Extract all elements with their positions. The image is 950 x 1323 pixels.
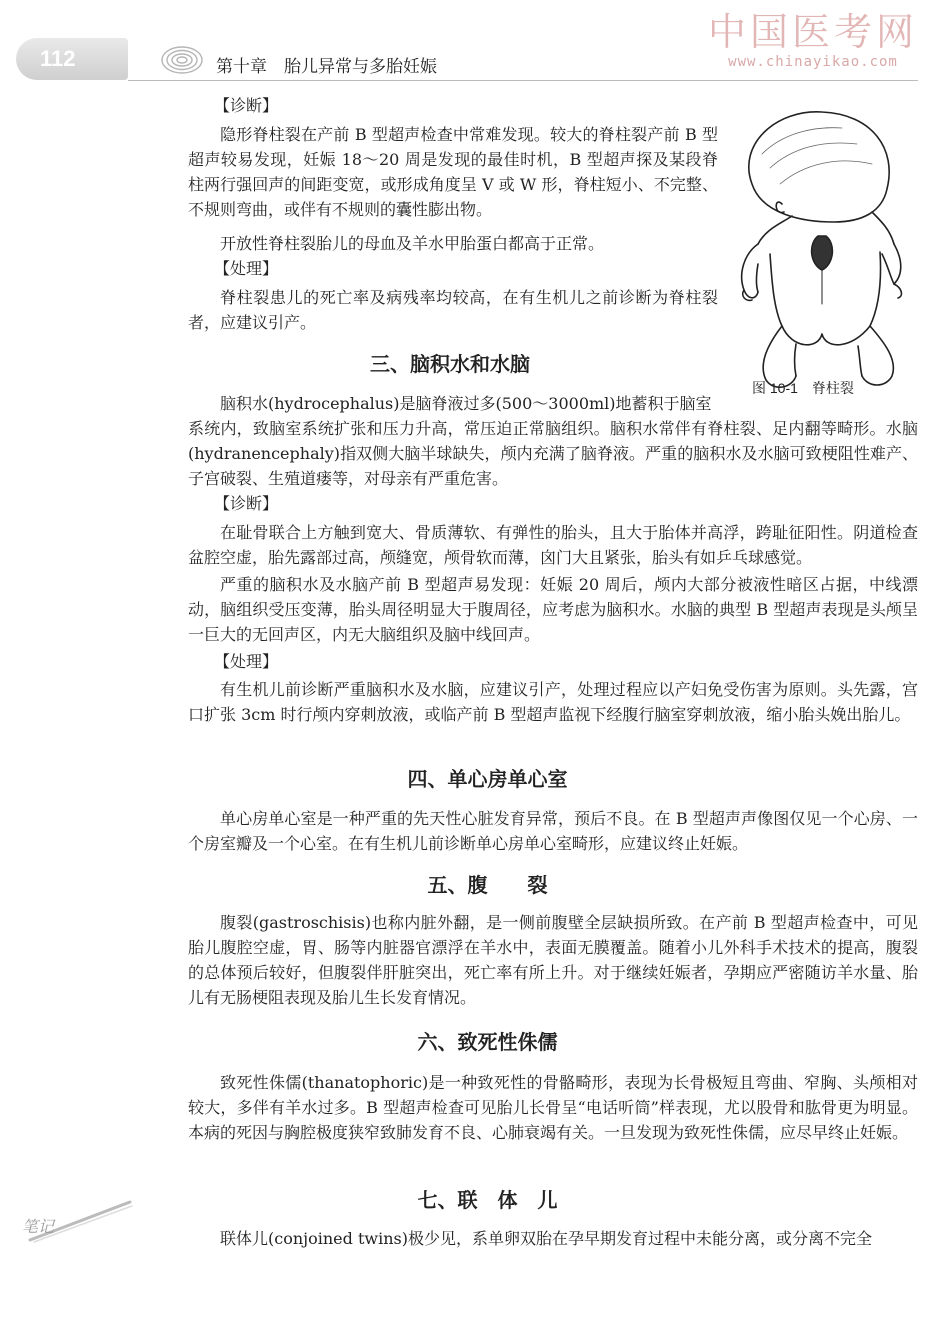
paragraph: 隐形脊柱裂在产前 B 型超声检查中常难发现。较大的脊柱裂产前 B 型超声较易发现，妊娠 18～20 周是发现的最佳时机，B 型超声探及某段脊柱两行强回声的间距变宽，或形成角度呈 V 或 W 形，脊柱短小、不完整、不规则弯曲，或伴有不规则的囊性膨出物。 [188,125,718,219]
paragraph: 开放性脊柱裂胎儿的母血及羊水甲胎蛋白都高于正常。 [220,234,605,253]
paragraph: 联体儿(conjoined twins)极少见，系单卵双胎在孕早期发育过程中未能分离，或分离不完全 [220,1229,872,1248]
notes-label: 笔记 [22,1217,55,1236]
paragraph: 腹裂(gastroschisis)也称内脏外翻，是一侧前腹壁全层缺损所致。在产前 B 型超声检查中，可见胎儿腹腔空虚，胃、肠等内脏器官漂浮在羊水中，表面无膜覆盖。随着小儿外科手术技术的提高，腹裂的总体预后较好，但腹裂伴肝脏突出，死亡率有所上升。对于继续妊娠者，孕期应严密随访羊水量、胎儿有无肠梗阻表现及胎儿生长发育情况。 [188,913,918,1007]
treatment-label: 【处理】 [214,259,279,278]
watermark [708,10,918,70]
section-heading: 七、联 体 儿 [417,1188,558,1212]
section-heading: 六、致死性侏儒 [417,1030,558,1054]
spina-bifida-infant-illustration [722,104,922,394]
treatment-label: 【处理】 [214,652,279,671]
section-heading: 三、脑积水和水脑 [370,352,530,376]
header-divider [128,80,918,81]
diagnosis-label: 【诊断】 [214,494,279,513]
paragraph: 致死性侏儒(thanatophoric)是一种致死性的骨骼畸形，表现为长骨极短且弯曲、窄胸、头颅相对较大，多伴有羊水过多。B 型超声检查可见胎儿长骨呈“电话听筒”样表现，尤以股骨和肱骨更为明显。本病的死因与胸腔极度狭窄致肺发育不良、心肺衰竭有关。一旦发现为致死性侏儒，应尽早终止妊娠。 [188,1073,918,1142]
paragraph: 严重的脑积水及水脑产前 B 型超声易发现：妊娠 20 周后，颅内大部分被液性暗区占据，中线漂动，脑组织受压变薄，胎头周径明显大于腹周径，应考虑为脑积水。水脑的典型 B 型超声表现是头颅呈一巨大的无回声区，内无大脑组织及脑中线回声。 [188,575,918,644]
figure-caption: 图 10-1 脊柱裂 [752,380,854,396]
watermark-chinese: 中国医考网 [708,10,919,54]
paragraph: 系统内，致脑室系统扩张和压力升高，常压迫正常脑组织。脑积水常伴有脊柱裂、足内翻等畸形。水脑(hydranencephaly)指双侧大脑半球缺失，颅内充满了脑脊液。严重的脑积水及水脑可致梗阻性难产、子宫破裂、生殖道瘘等，对母亲有严重危害。 [188,419,918,488]
section-heading: 四、单心房单心室 [407,767,568,791]
diagnosis-label: 【诊断】 [214,96,279,115]
chapter-title: 第十章 胎儿异常与多胎妊娠 [216,57,437,77]
paragraph: 有生机儿前诊断严重脑积水及水脑，应建议引产，处理过程应以产妇免受伤害为原则。头先露，宫口扩张 3cm 时行颅内穿刺放液，或临产前 B 型超声监视下经腹行脑室穿刺放液，缩小胎头娩出胎儿。 [188,680,918,724]
paragraph: 脊柱裂患儿的死亡率及病残率均较高，在有生机儿之前诊断为脊柱裂者，应建议引产。 [188,288,718,332]
paragraph: 脑积水(hydrocephalus)是脑脊液过多(500～3000ml)地蓄积于脑室 [220,394,712,413]
section-heading: 五、腹 裂 [427,873,548,897]
paragraph: 在耻骨联合上方触到宽大、骨质薄软、有弹性的胎头，且大于胎体并高浮，跨耻征阳性。阴道检查盆腔空虚，胎先露部过高，颅缝宽，颅骨软而薄，囟门大且紧张，胎头有如乒乓球感觉。 [188,523,918,567]
paragraph: 单心房单心室是一种严重的先天性心脏发育异常，预后不良。在 B 型超声声像图仅见一个心房、一个房室瓣及一个心室。在有生机儿前诊断单心房单心室畸形，应建议终止妊娠。 [188,809,918,853]
page-number: 112 [40,46,76,71]
watermark-url: www.chinayikao.com [728,54,898,70]
swirl-logo-icon [160,38,204,82]
